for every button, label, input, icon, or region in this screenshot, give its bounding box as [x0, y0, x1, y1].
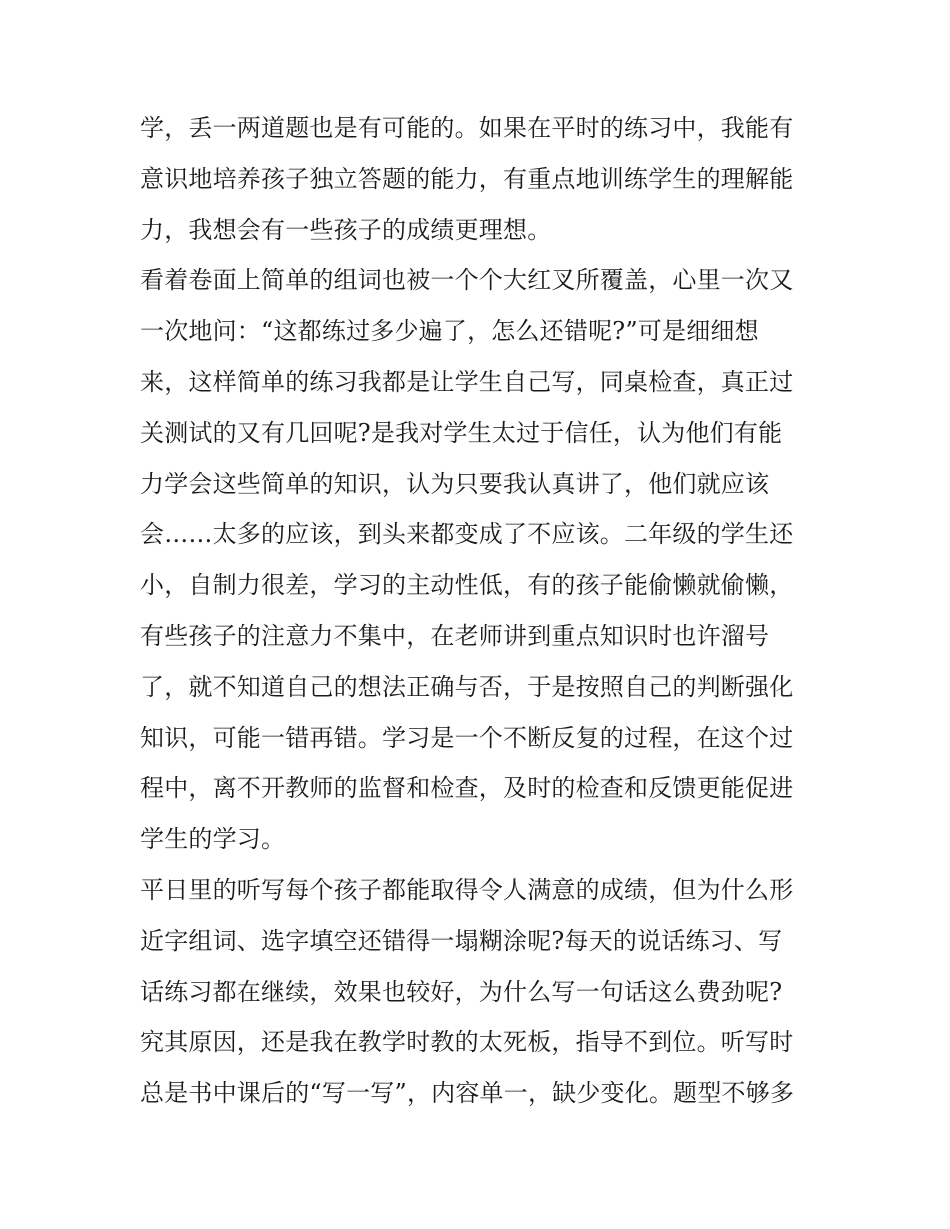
text-line: 力，我想会有一些孩子的成绩更理想。 — [140, 215, 552, 244]
text-line: 有些孩子的注意力不集中，在老师讲到重点知识时也许溜号 — [140, 621, 770, 650]
text-line: 究其原因，还是我在教学时教的太死板，指导不到位。听写时 — [140, 1028, 794, 1057]
body-text — [140, 103, 830, 1119]
text-line: 了，就不知道自己的想法正确与否，于是按照自己的判断强化 — [140, 672, 794, 701]
text-line: 会……太多的应该，到头来都变成了不应该。二年级的学生还 — [140, 520, 794, 549]
text-line: 学，丢一两道题也是有可能的。如果在平时的练习中，我能有 — [140, 114, 794, 142]
text-line: 学生的学习。 — [140, 825, 286, 854]
text-line: 看着卷面上简单的组词也被一个个大红叉所覆盖，心里一次又 — [140, 266, 794, 295]
text-line: 意识地培养孩子独立答题的能力，有重点地训练学生的理解能 — [140, 164, 794, 193]
text-line: 一次地问：“这都练过多少遍了，怎么还错呢?”可是细细想 — [140, 317, 759, 346]
text-line: 程中，离不开教师的监督和检查，及时的检查和反馈更能促进 — [140, 774, 794, 803]
text-line: 总是书中课后的“写一写”，内容单一，缺少变化。题型不够多 — [140, 1079, 795, 1108]
text-line: 近字组词、选字填空还错得一塌糊涂呢?每天的说话练习、写 — [140, 926, 783, 955]
text-line: 话练习都在继续，效果也较好，为什么写一句话这么费劲呢? — [140, 977, 783, 1006]
text-line: 来，这样简单的练习我都是让学生自己写，同桌检查，真正过 — [140, 367, 794, 396]
text-line: 小，自制力很差，学习的主动性低，有的孩子能偷懒就偷懒， — [140, 571, 794, 600]
text-line: 关测试的又有几回呢?是我对学生太过于信任，认为他们有能 — [140, 418, 783, 447]
text-line: 知识，可能一错再错。学习是一个不断反复的过程，在这个过 — [140, 723, 794, 752]
text-line: 力学会这些简单的知识，认为只要我认真讲了，他们就应该 — [140, 469, 770, 498]
text-line: 平日里的听写每个孩子都能取得令人满意的成绩，但为什么形 — [140, 875, 794, 904]
